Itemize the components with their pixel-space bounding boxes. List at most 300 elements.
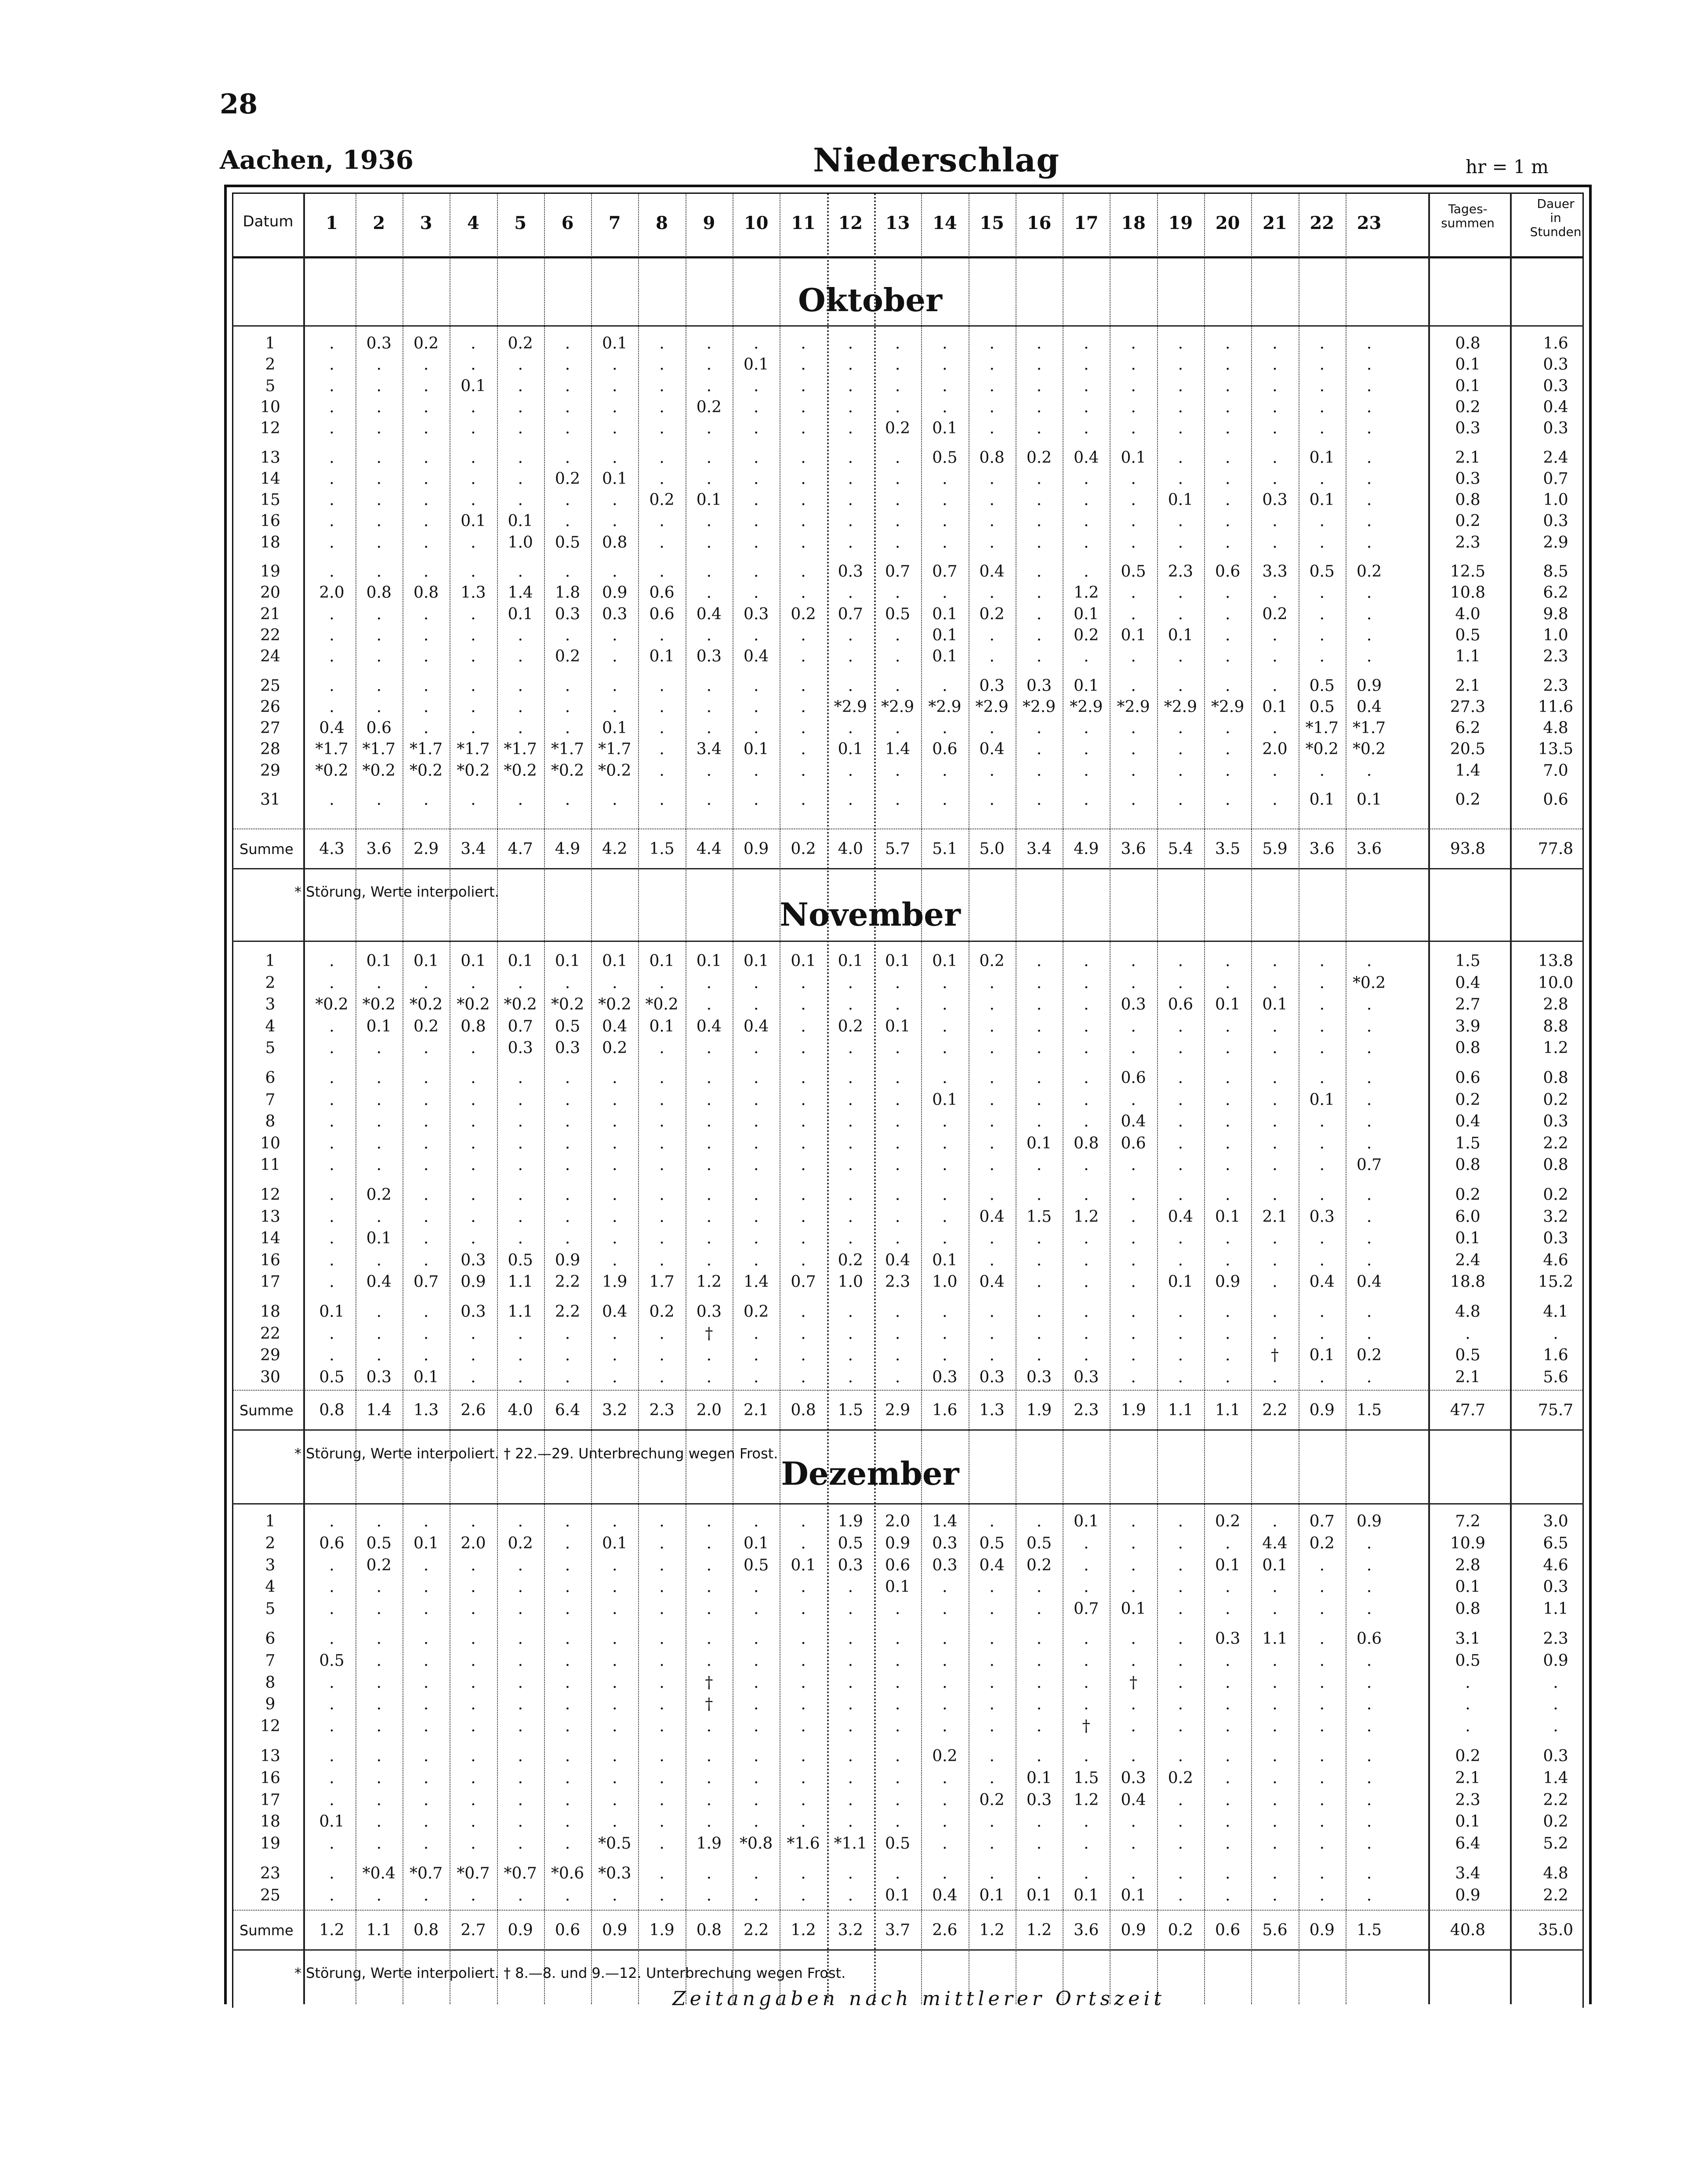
hour-value: 0.2 (885, 419, 911, 438)
hour-total: 0.9 (602, 1921, 628, 1939)
hour-total: 5.0 (979, 840, 1005, 858)
hour-value: . (1366, 1134, 1372, 1152)
hour-value: . (942, 1630, 947, 1648)
hour-value: . (1178, 1600, 1183, 1618)
hour-value: . (1272, 419, 1277, 438)
hour-value: . (1084, 469, 1089, 488)
hour-value: . (612, 647, 617, 666)
header-hour-21: 21 (1263, 213, 1287, 233)
hour-value: . (612, 1134, 617, 1152)
hour-value: . (848, 676, 853, 695)
hour-value: . (753, 584, 759, 602)
hour-value: . (801, 1600, 806, 1618)
hour-value: *0.2 (598, 761, 631, 780)
month-end-rule (232, 1949, 1584, 1951)
hour-value: . (376, 1346, 382, 1365)
hour-value: . (801, 469, 806, 488)
hour-value: . (471, 469, 476, 488)
hour-value: . (659, 626, 664, 644)
hour-value: 0.1 (932, 952, 958, 970)
hour-value: . (1131, 377, 1136, 395)
hour-value: 0.1 (1215, 1207, 1241, 1226)
hour-value: 0.2 (413, 334, 439, 352)
hour-total: 1.2 (791, 1921, 816, 1939)
hour-value: . (659, 1864, 664, 1882)
hour-value: . (942, 1791, 947, 1809)
hour-value: . (612, 1156, 617, 1174)
hour-value: . (942, 512, 947, 531)
hour-value: . (376, 605, 382, 623)
duration-hours: . (1553, 1324, 1558, 1343)
hour-value: 0.1 (885, 1578, 911, 1596)
hour-value: . (1036, 1835, 1042, 1853)
month-duration: 77.8 (1538, 840, 1574, 858)
hour-value: . (1366, 398, 1372, 416)
hour-total: 2.6 (932, 1921, 958, 1939)
hour-value: . (1366, 1717, 1372, 1736)
hour-value: . (801, 1695, 806, 1714)
hour-value: . (423, 563, 429, 581)
day-label: 23 (260, 1864, 280, 1882)
day-label: 12 (260, 1717, 280, 1736)
hour-value: 0.1 (319, 1303, 345, 1321)
hour-value: . (895, 1673, 900, 1692)
daily-sum: 0.1 (1455, 377, 1481, 395)
hour-value: . (1131, 676, 1136, 695)
hour-value: 0.1 (979, 1886, 1005, 1904)
hour-value: . (612, 1578, 617, 1596)
hour-value: . (1036, 1600, 1042, 1618)
hour-value: . (895, 533, 900, 552)
hour-value: . (848, 1186, 853, 1204)
hour-value: . (1036, 1090, 1042, 1109)
hour-value: . (612, 377, 617, 395)
hour-value: . (706, 1651, 712, 1670)
hour-value: . (471, 1134, 476, 1152)
summe-label: Summe (240, 841, 294, 858)
hour-value: . (801, 1578, 806, 1596)
hour-value: . (848, 469, 853, 488)
hour-value: . (801, 1769, 806, 1787)
hour-value: . (518, 1069, 523, 1087)
hour-total: 0.6 (1215, 1921, 1241, 1939)
hour-value: . (1366, 1069, 1372, 1087)
hour-value: . (329, 1039, 334, 1057)
daily-sum: 0.3 (1455, 469, 1481, 488)
hour-value: . (1272, 1769, 1277, 1787)
hour-value: . (753, 1769, 759, 1787)
hour-value: . (565, 791, 570, 809)
hour-value: . (1366, 605, 1372, 623)
duration-hours: . (1553, 1673, 1558, 1692)
hour-value: . (1036, 398, 1042, 416)
hour-value: . (1131, 1578, 1136, 1596)
hour-value: . (565, 419, 570, 438)
hour-value: . (753, 1512, 759, 1530)
hour-value: . (376, 791, 382, 809)
hour-value: . (989, 1578, 994, 1596)
hour-value: 0.1 (413, 952, 439, 970)
hour-value: . (801, 719, 806, 738)
hour-value: . (942, 1346, 947, 1365)
hour-value: 0.1 (932, 419, 958, 438)
hour-value: . (1036, 469, 1042, 488)
hour-value: . (801, 761, 806, 780)
hour-value: . (1319, 1556, 1325, 1574)
hour-total: 2.7 (461, 1921, 486, 1939)
hour-value: . (989, 1134, 994, 1152)
hour-value: 0.3 (1262, 491, 1288, 509)
hour-value: . (518, 356, 523, 374)
duration-hours: 9.8 (1543, 605, 1568, 623)
hour-value: . (1366, 1186, 1372, 1204)
hour-value: . (659, 356, 664, 374)
hour-value: . (895, 1039, 900, 1057)
hour-value: . (989, 377, 994, 395)
hour-value: . (1036, 1864, 1042, 1882)
hour-value: . (706, 1207, 712, 1226)
hour-value: *2.9 (881, 698, 915, 716)
hour-value: 1.9 (838, 1512, 863, 1530)
hour-value: . (706, 1769, 712, 1787)
hour-value: . (376, 491, 382, 509)
day-label: 16 (260, 1251, 280, 1269)
hour-value: . (565, 491, 570, 509)
hour-value: . (1036, 1673, 1042, 1692)
hour-value: *0.7 (504, 1864, 537, 1882)
hour-value: . (942, 1069, 947, 1087)
daily-sum: . (1465, 1673, 1470, 1692)
hour-value: *0.2 (1352, 974, 1386, 992)
hour-value: . (471, 1186, 476, 1204)
hour-value: *1.7 (457, 740, 490, 759)
daily-sum: 1.1 (1455, 647, 1481, 666)
hour-value: 0.1 (885, 952, 911, 970)
hour-value: . (423, 398, 429, 416)
hour-value: . (848, 1886, 853, 1904)
hour-value: 1.7 (649, 1273, 675, 1291)
hour-value: . (1272, 1156, 1277, 1174)
hour-value: . (1131, 512, 1136, 531)
hour-total: 2.6 (461, 1401, 486, 1419)
hour-value: . (329, 469, 334, 488)
hour-value: . (1272, 1651, 1277, 1670)
hour-value: *0.7 (457, 1864, 490, 1882)
hour-value: . (1084, 491, 1089, 509)
hour-value: . (989, 974, 994, 992)
hour-value: . (1319, 1864, 1325, 1882)
hour-value: 0.1 (319, 1813, 345, 1831)
hour-value: . (706, 563, 712, 581)
hour-value: . (1178, 719, 1183, 738)
hour-value: . (1178, 1134, 1183, 1152)
hour-value: . (612, 791, 617, 809)
hour-value: 0.4 (744, 647, 769, 666)
hour-value: . (753, 563, 759, 581)
hour-value: . (848, 761, 853, 780)
hour-value: . (518, 1651, 523, 1670)
hour-value: . (612, 1324, 617, 1343)
hour-value: . (1225, 334, 1230, 352)
hour-value: 1.9 (696, 1835, 722, 1853)
hour-value: . (848, 491, 853, 509)
day-label: 5 (265, 1039, 276, 1057)
hour-value: . (376, 676, 382, 695)
hour-value: . (471, 1069, 476, 1087)
hour-value: 0.1 (602, 1534, 628, 1552)
hour-value: . (1319, 533, 1325, 552)
hour-value: . (659, 1791, 664, 1809)
hour-value: . (329, 1791, 334, 1809)
hour-value: . (895, 1695, 900, 1714)
hour-value: . (1225, 1112, 1230, 1131)
hour-value: 2.0 (461, 1534, 486, 1552)
hour-value: . (989, 1673, 994, 1692)
hour-value: . (1272, 1747, 1277, 1765)
hour-value: . (329, 356, 334, 374)
hour-value: 0.4 (979, 740, 1005, 759)
hour-total: 3.6 (1074, 1921, 1099, 1939)
duration-hours: . (1553, 1695, 1558, 1714)
daily-sum: 0.8 (1455, 1156, 1481, 1174)
duration-hours: 2.4 (1543, 448, 1568, 467)
day-label: 7 (265, 1090, 276, 1109)
hour-value: . (565, 1717, 570, 1736)
daily-sum: 0.8 (1455, 491, 1481, 509)
hour-value: . (989, 647, 994, 666)
hour-value: . (1036, 719, 1042, 738)
hour-value: . (659, 1090, 664, 1109)
hour-value: . (1319, 1156, 1325, 1174)
hour-value: . (1131, 974, 1136, 992)
hour-value: . (1178, 974, 1183, 992)
hour-value: . (1366, 647, 1372, 666)
hour-value: . (1366, 1556, 1372, 1574)
hour-value: . (1366, 1324, 1372, 1343)
hour-value: . (471, 1835, 476, 1853)
hour-value: . (895, 512, 900, 531)
hour-value: . (565, 1791, 570, 1809)
hour-value: . (329, 1747, 334, 1765)
hour-value: . (1366, 1090, 1372, 1109)
hour-value: . (895, 398, 900, 416)
daily-sum: . (1465, 1695, 1470, 1714)
daily-sum: 6.2 (1455, 719, 1481, 738)
hour-value: . (801, 791, 806, 809)
hour-value: . (659, 719, 664, 738)
hour-value: . (423, 1090, 429, 1109)
hour-value: . (1319, 1134, 1325, 1152)
hour-total: 5.7 (885, 840, 911, 858)
hour-value: . (423, 356, 429, 374)
duration-hours: 13.8 (1538, 952, 1574, 970)
hour-total: 1.9 (649, 1921, 675, 1939)
hour-value: 0.3 (1121, 1769, 1146, 1787)
hour-value: . (848, 1303, 853, 1321)
hour-value: . (612, 1112, 617, 1131)
hour-value: *0.2 (457, 996, 490, 1014)
hour-value: . (329, 1346, 334, 1365)
hour-value: . (1178, 1673, 1183, 1692)
hour-value: . (753, 698, 759, 716)
hour-value: . (1131, 1017, 1136, 1036)
hour-total: 1.5 (1356, 1401, 1382, 1419)
hour-value: . (565, 334, 570, 352)
column-rule (1428, 193, 1430, 2004)
day-label: 25 (260, 676, 280, 695)
hour-value: . (942, 676, 947, 695)
hour-value: . (848, 1651, 853, 1670)
duration-hours: . (1553, 1717, 1558, 1736)
hour-value: . (989, 996, 994, 1014)
hour-value: . (848, 1112, 853, 1131)
day-label: 2 (265, 974, 276, 992)
hour-value: . (1319, 469, 1325, 488)
hour-value: . (565, 626, 570, 644)
hour-value: . (1084, 1039, 1089, 1057)
hour-value: 0.1 (791, 952, 816, 970)
hour-value: . (1178, 1791, 1183, 1809)
hour-value: . (1036, 647, 1042, 666)
hour-value: . (659, 1886, 664, 1904)
hour-value: . (1131, 1251, 1136, 1269)
hour-value: . (1319, 1835, 1325, 1853)
hour-value: . (1084, 1813, 1089, 1831)
hour-value: . (518, 1630, 523, 1648)
hour-value: . (1272, 1835, 1277, 1853)
hour-total: 0.6 (555, 1921, 581, 1939)
daily-sum: 6.4 (1455, 1835, 1481, 1853)
hour-value: . (801, 419, 806, 438)
hour-value: . (1319, 1368, 1325, 1386)
hour-value: . (989, 356, 994, 374)
hour-value: . (329, 1512, 334, 1530)
hour-value: . (612, 974, 617, 992)
hour-total: 3.6 (1309, 840, 1335, 858)
hour-value: . (518, 719, 523, 738)
hour-value: . (1319, 334, 1325, 352)
hour-value: 1.3 (461, 584, 486, 602)
column-rule (1157, 193, 1158, 2004)
header-hour-3: 3 (420, 213, 432, 233)
hour-value: . (659, 1134, 664, 1152)
hour-value: . (376, 1791, 382, 1809)
hour-value: . (1036, 626, 1042, 644)
hour-value: . (471, 1630, 476, 1648)
hour-value: . (801, 740, 806, 759)
day-label: 29 (260, 761, 280, 780)
hour-value: . (801, 533, 806, 552)
hour-value: 0.1 (932, 1090, 958, 1109)
hour-value: 0.7 (791, 1273, 816, 1291)
hour-value: . (612, 1556, 617, 1574)
hour-value: 0.8 (1074, 1134, 1099, 1152)
hour-value: . (1366, 1673, 1372, 1692)
hour-value: . (1319, 1112, 1325, 1131)
hour-value: . (423, 1069, 429, 1087)
hour-value: . (329, 1156, 334, 1174)
hour-value: . (895, 996, 900, 1014)
hour-value: . (471, 419, 476, 438)
hour-value: 0.7 (885, 563, 911, 581)
hour-value: . (518, 377, 523, 395)
hour-value: . (1319, 1813, 1325, 1831)
hour-value: . (423, 419, 429, 438)
hour-value: 0.2 (366, 1556, 392, 1574)
hour-total: 0.9 (1309, 1401, 1335, 1419)
header-rule (232, 256, 1584, 258)
hour-value: . (471, 605, 476, 623)
hour-value: . (753, 1813, 759, 1831)
hour-value: . (471, 1769, 476, 1787)
hour-value: . (1084, 719, 1089, 738)
hour-value: 1.1 (1262, 1630, 1288, 1648)
hour-value: . (989, 533, 994, 552)
hour-value: . (1225, 740, 1230, 759)
hour-value: . (376, 1324, 382, 1343)
day-label: 10 (260, 398, 280, 416)
day-label: 31 (260, 791, 280, 809)
hour-value: . (518, 1368, 523, 1386)
hour-value: 1.4 (744, 1273, 769, 1291)
hour-value: . (1319, 974, 1325, 992)
daily-sum: 12.5 (1450, 563, 1486, 581)
hour-value: . (376, 626, 382, 644)
hour-value: 0.3 (508, 1039, 533, 1057)
hour-value: . (989, 1813, 994, 1831)
hour-value: . (1225, 952, 1230, 970)
hour-value: . (1131, 334, 1136, 352)
hour-value: *1.7 (1305, 719, 1339, 738)
hour-value: . (895, 1156, 900, 1174)
hour-value: . (612, 676, 617, 695)
hour-value: . (1272, 1813, 1277, 1831)
hour-total: 2.3 (1074, 1401, 1099, 1419)
hour-value: . (1178, 1651, 1183, 1670)
day-label: 1 (265, 952, 276, 970)
duration-hours: 2.3 (1543, 647, 1568, 666)
hour-value: . (753, 1600, 759, 1618)
hour-value: . (518, 1090, 523, 1109)
daily-sum: 3.9 (1455, 1017, 1481, 1036)
hour-value: . (471, 1651, 476, 1670)
hour-value: . (471, 1673, 476, 1692)
hour-value: . (612, 1368, 617, 1386)
header-hour-8: 8 (656, 213, 668, 233)
hour-value: 1.2 (1074, 1207, 1099, 1226)
hour-value: . (1366, 626, 1372, 644)
hour-value: . (612, 563, 617, 581)
hour-value: . (612, 448, 617, 467)
hour-value: . (1131, 761, 1136, 780)
hour-value: . (706, 356, 712, 374)
hour-value: . (801, 512, 806, 531)
hour-value: . (518, 974, 523, 992)
hour-value: . (1131, 1039, 1136, 1057)
daily-sum: 0.4 (1455, 974, 1481, 992)
daily-sum: 3.4 (1455, 1864, 1481, 1882)
hour-value: . (376, 1112, 382, 1131)
hour-value: . (423, 1769, 429, 1787)
hour-value: . (753, 719, 759, 738)
hour-value: . (942, 1864, 947, 1882)
hour-value: . (1366, 952, 1372, 970)
hour-value: . (942, 1717, 947, 1736)
hour-value: . (376, 1578, 382, 1596)
hour-value: 0.2 (508, 334, 533, 352)
hour-value: . (895, 1813, 900, 1831)
hour-value: . (1225, 1769, 1230, 1787)
